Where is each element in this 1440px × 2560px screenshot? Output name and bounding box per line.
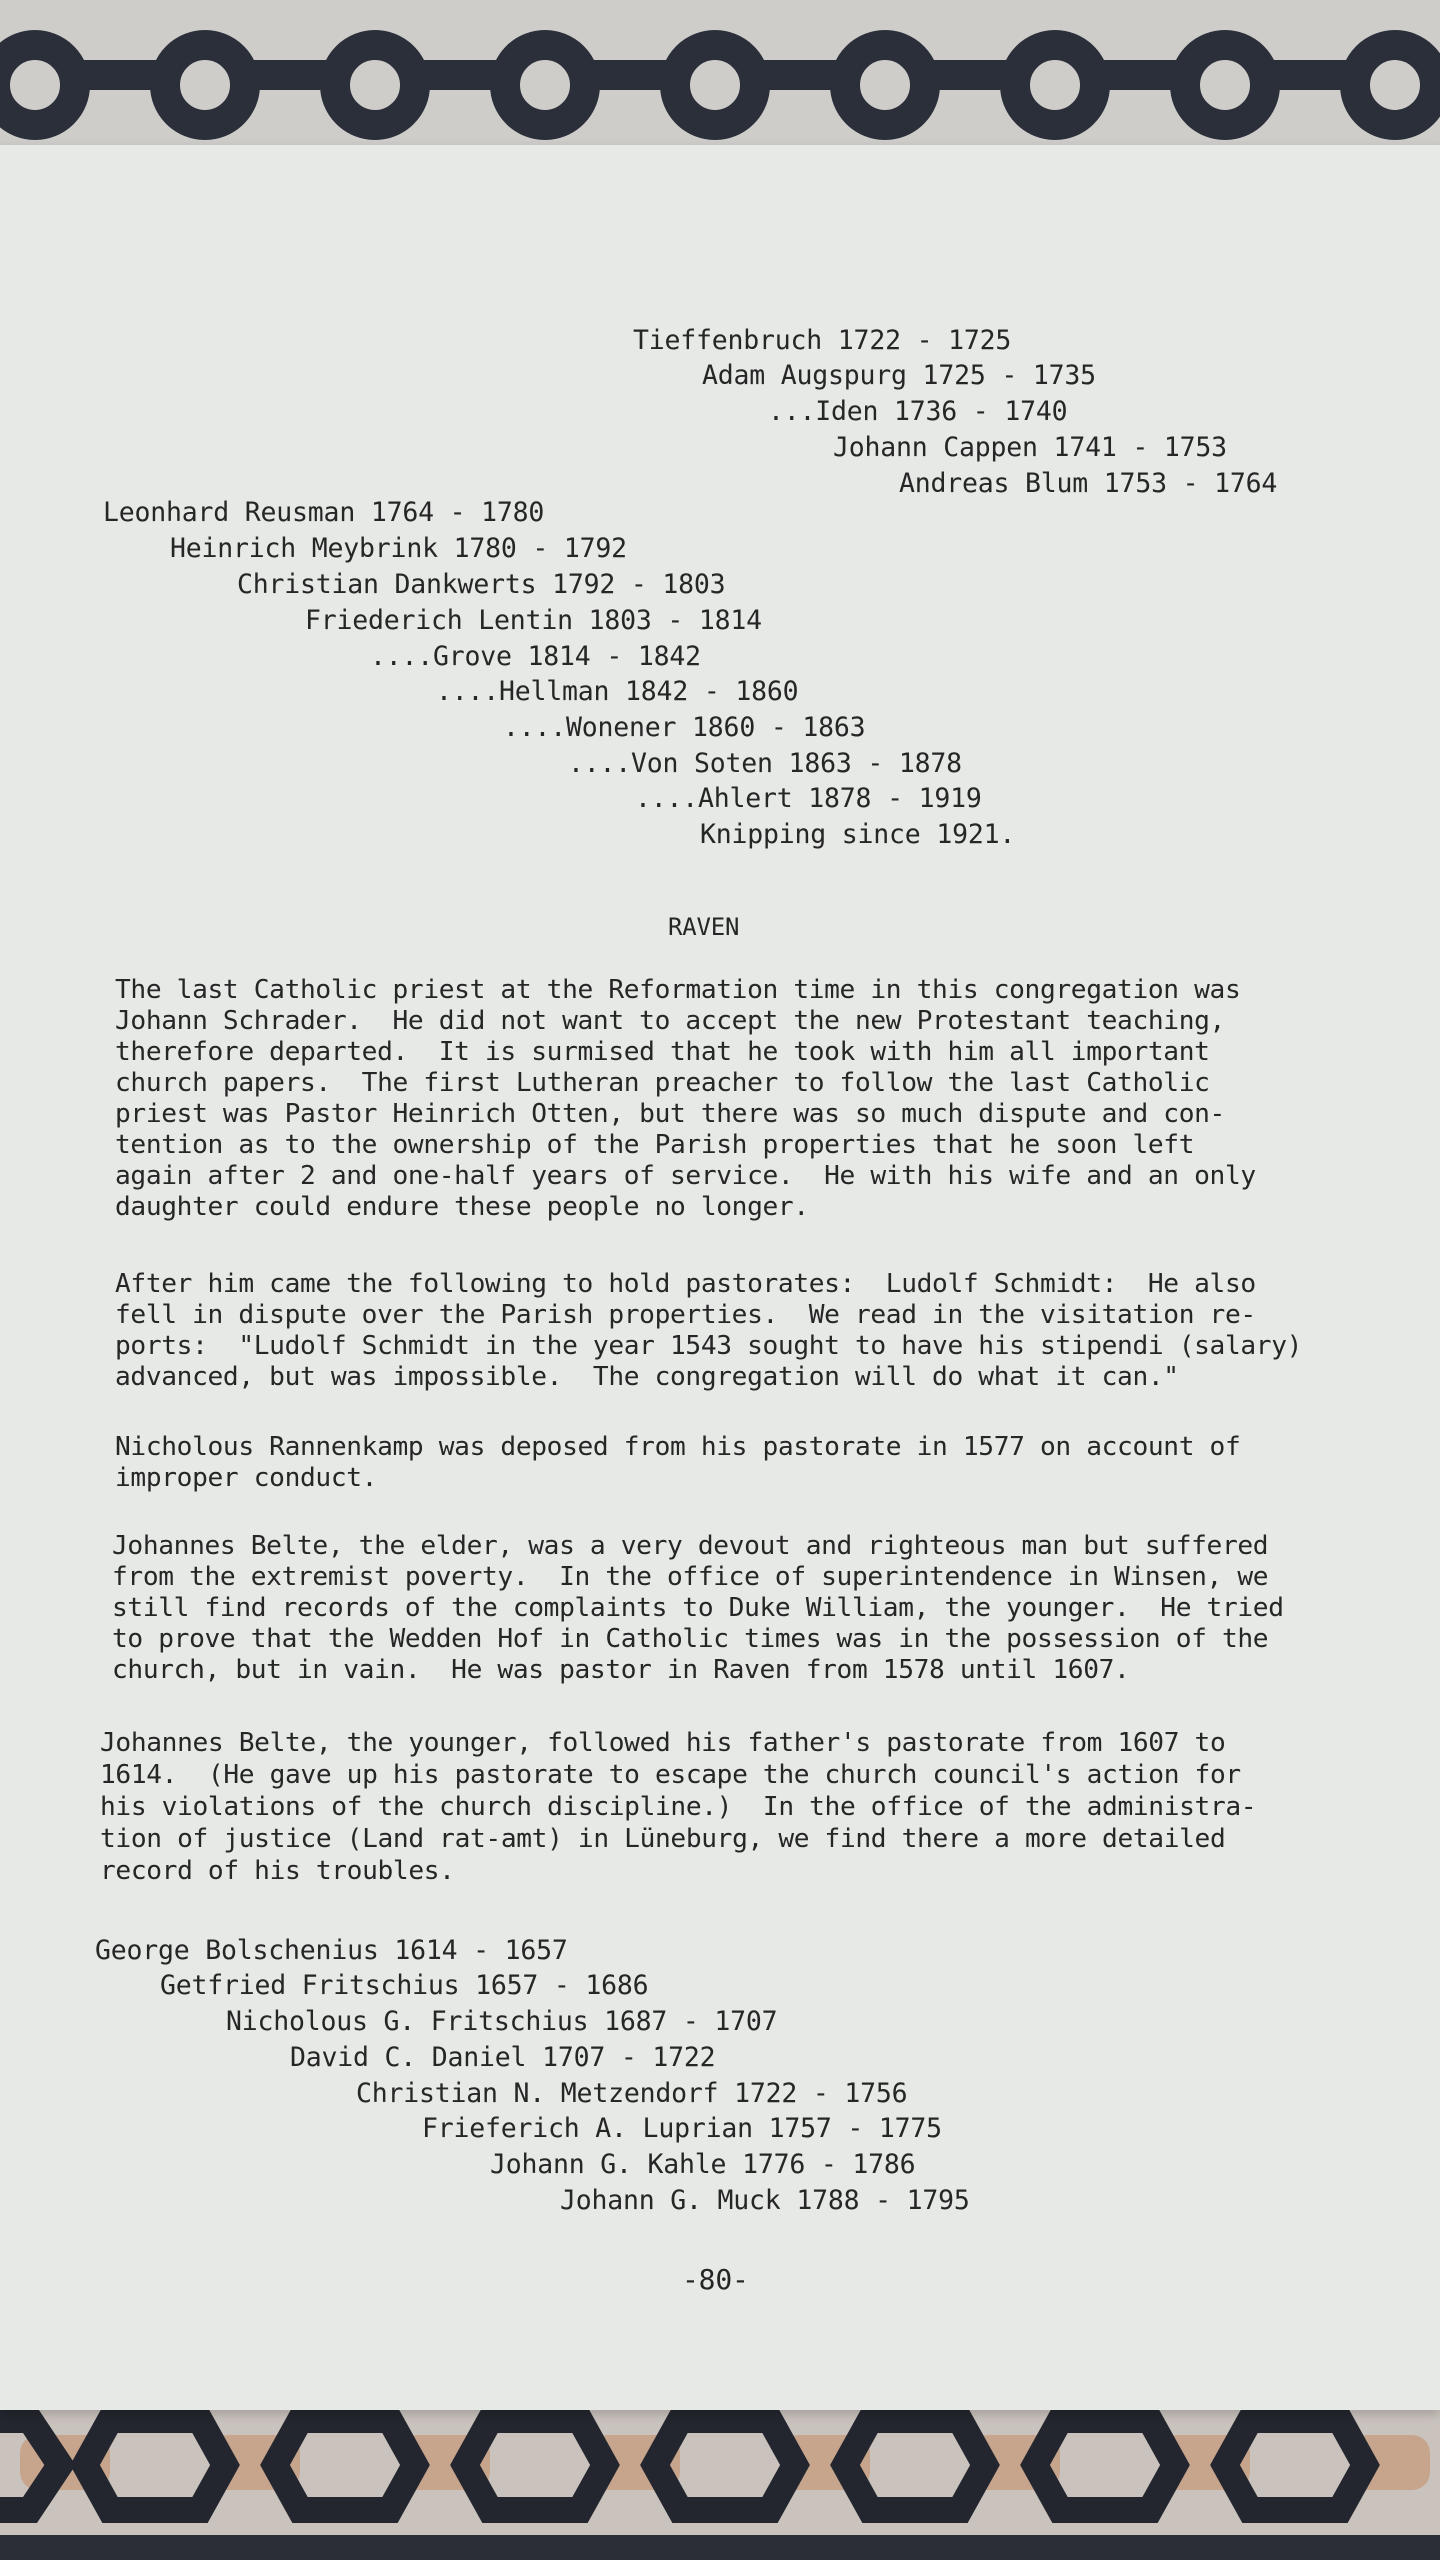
pastor-entry: Christian N. Metzendorf 1722 - 1756 [356, 2078, 908, 2109]
paragraph-line: therefore departed. It is surmised that he took with him all important [115, 1037, 1210, 1067]
paragraph-line: tention as to the ownership of the Parish properties that he soon left [115, 1130, 1195, 1160]
pastor-entry: Andreas Blum 1753 - 1764 [899, 468, 1278, 499]
document-page [0, 145, 1440, 2410]
pastor-entry: Frieferich A. Luprian 1757 - 1775 [422, 2113, 942, 2144]
paragraph-line: 1614. (He gave up his pastorate to escape the church council's action for [100, 1760, 1241, 1790]
pastor-entry: Getfried Fritschius 1657 - 1686 [160, 1970, 649, 2001]
pastor-entry: ...Iden 1736 - 1740 [768, 396, 1068, 427]
fabric-band-bottom [0, 2395, 1440, 2560]
paragraph-line: church, but in vain. He was pastor in Raven from 1578 until 1607. [112, 1655, 1130, 1685]
pastor-entry: Johann G. Muck 1788 - 1795 [560, 2185, 970, 2216]
paragraph-line: record of his troubles. [100, 1856, 455, 1886]
paragraph-line: again after 2 and one-half years of service. He with his wife and an only [115, 1161, 1256, 1191]
pastor-entry: ....Von Soten 1863 - 1878 [568, 748, 962, 779]
paragraph-line: priest was Pastor Heinrich Otten, but there was so much dispute and con- [115, 1099, 1225, 1129]
paragraph-line: tion of justice (Land rat-amt) in Lüneburg, we find there a more detailed [100, 1824, 1226, 1854]
fabric-pattern-top [0, 0, 1440, 160]
paragraph-line: from the extremist poverty. In the office of superintendence in Winsen, we [112, 1562, 1269, 1592]
pastor-entry: Knipping since 1921. [700, 819, 1016, 850]
pastor-entry: ....Hellman 1842 - 1860 [436, 676, 799, 707]
section-heading: RAVEN [668, 913, 740, 941]
paragraph-line: advanced, but was impossible. The congregation will do what it can." [115, 1362, 1179, 1392]
fabric-pattern-bottom [0, 2395, 1440, 2560]
paragraph-line: still find records of the complaints to Duke William, the younger. He tried [112, 1593, 1284, 1623]
pastor-entry: Adam Augspurg 1725 - 1735 [702, 360, 1096, 391]
paragraph-line: his violations of the church discipline.) In the office of the administra- [100, 1792, 1257, 1822]
pastor-entry: ....Ahlert 1878 - 1919 [635, 783, 982, 814]
paragraph-line: daughter could endure these people no longer. [115, 1192, 809, 1222]
paragraph-line: fell in dispute over the Parish properties. We read in the visitation re- [115, 1300, 1256, 1330]
paragraph-line: After him came the following to hold pastorates: Ludolf Schmidt: He also [115, 1269, 1256, 1299]
pastor-entry: Friederich Lentin 1803 - 1814 [305, 605, 762, 636]
pastor-entry: David C. Daniel 1707 - 1722 [290, 2042, 716, 2073]
pastor-entry: Leonhard Reusman 1764 - 1780 [103, 497, 545, 528]
paragraph-line: to prove that the Wedden Hof in Catholic times was in the possession of the [112, 1624, 1269, 1654]
pastor-entry: ....Wonener 1860 - 1863 [503, 712, 866, 743]
paragraph-line: The last Catholic priest at the Reformation time in this congregation was [115, 975, 1241, 1005]
paragraph-line: improper conduct. [115, 1463, 378, 1493]
paragraph-line: church papers. The first Lutheran preacher to follow the last Catholic [115, 1068, 1210, 1098]
pastor-entry: Nicholous G. Fritschius 1687 - 1707 [226, 2006, 778, 2037]
paragraph-line: Johann Schrader. He did not want to accept the new Protestant teaching, [115, 1006, 1225, 1036]
pastor-entry: Johann G. Kahle 1776 - 1786 [490, 2149, 916, 2180]
pastor-entry: Christian Dankwerts 1792 - 1803 [237, 569, 726, 600]
page-number: -80- [682, 2263, 749, 2296]
fabric-band-top [0, 0, 1440, 160]
pastor-entry: Tieffenbruch 1722 - 1725 [633, 325, 1012, 356]
pastor-entry: Heinrich Meybrink 1780 - 1792 [170, 533, 627, 564]
paragraph-line: Johannes Belte, the elder, was a very devout and righteous man but suffered [112, 1531, 1269, 1561]
paragraph-line: ports: "Ludolf Schmidt in the year 1543 sought to have his stipendi (salary) [115, 1331, 1303, 1361]
pastor-entry: ....Grove 1814 - 1842 [370, 641, 701, 672]
pastor-entry: Johann Cappen 1741 - 1753 [833, 432, 1227, 463]
paragraph-line: Johannes Belte, the younger, followed his father's pastorate from 1607 to [100, 1728, 1226, 1758]
paragraph-line: Nicholous Rannenkamp was deposed from his pastorate in 1577 on account of [115, 1432, 1241, 1462]
pastor-entry: George Bolschenius 1614 - 1657 [95, 1935, 568, 1966]
